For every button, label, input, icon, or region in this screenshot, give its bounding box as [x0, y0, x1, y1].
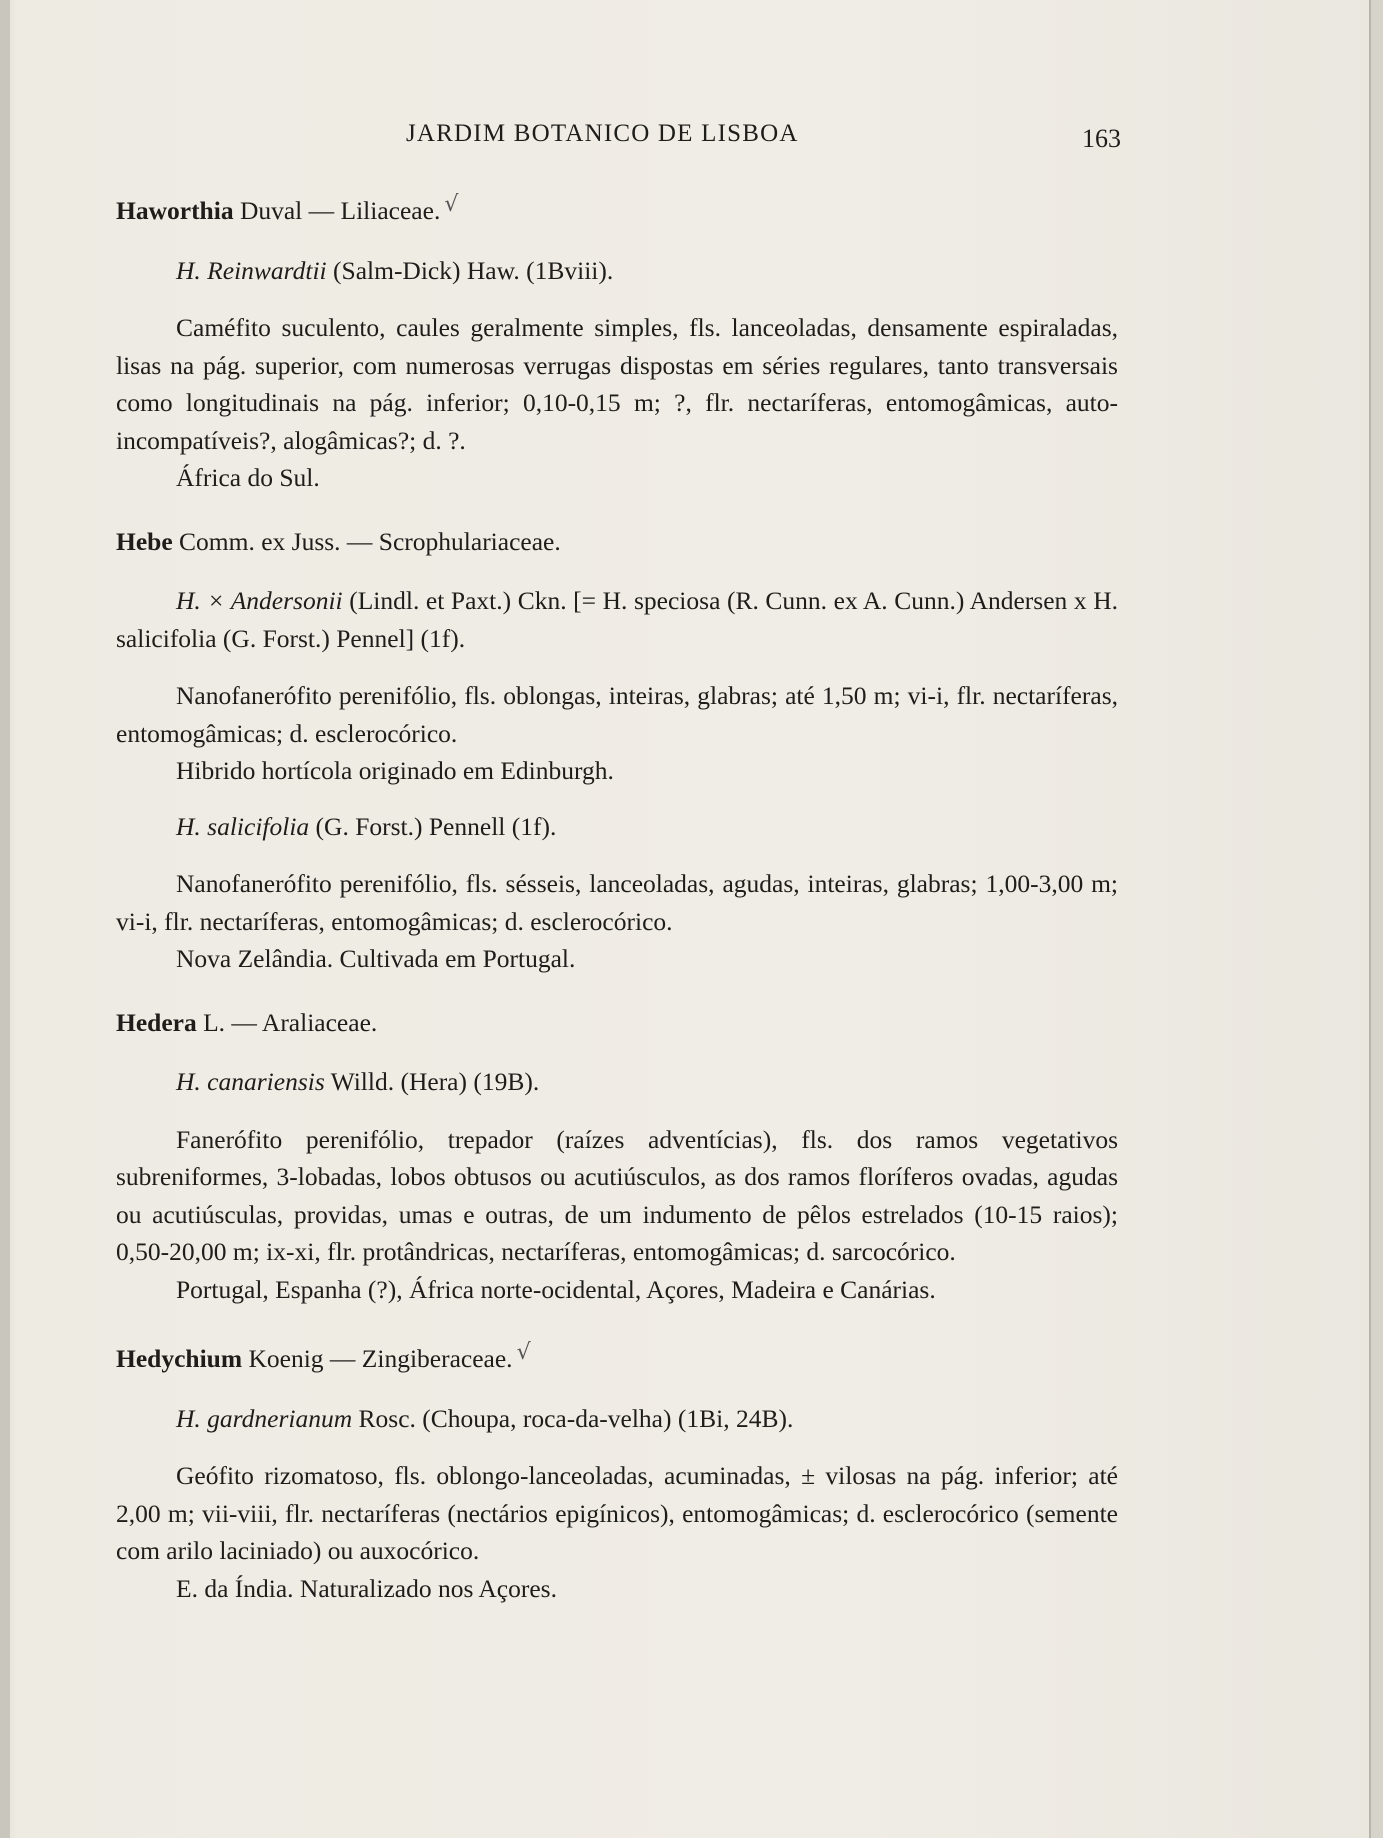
species-citation: (G. Forst.) Pennell (1f).: [309, 811, 557, 841]
genus-name: Haworthia: [116, 196, 234, 225]
species-entry: [116, 252, 1118, 497]
species-distribution: E. da Índia. Naturalizado nos Açores.: [176, 1573, 557, 1603]
species-genus-abbrev: H.: [176, 811, 201, 841]
genus-author-family: Comm. ex Juss. — Scrophulariaceae.: [172, 526, 561, 556]
genus-heading: [116, 186, 1118, 230]
genus-heading: [116, 1334, 1118, 1378]
species-heading: [176, 1400, 1118, 1438]
species-epithet: salicifolia: [200, 811, 310, 841]
running-header: [116, 120, 1121, 156]
species-entry: [116, 808, 1118, 978]
species-description: Fanerófito perenifólio, trepador (raízes adventícias), fls. dos ramos vegetativos subreniformes, 3-lobadas, lobos obtusos ou acutiúsculos, as dos ramos floríferos ovadas, agudas ou acutiúsculas, providas, umas e outras, de um indumento de pêlos estrelados (10-15 raios); 0,50-20,00 m; ix-xi, flr. protândricas, nectaríferas, entomogâmicas; d. sarcocórico.: [116, 1124, 1118, 1266]
species-entry: [116, 1400, 1118, 1608]
species-citation: (Lindl. et Paxt.) Ckn. [= H. speciosa (R. Cunn. ex A. Cunn.) Andersen x H. salicifolia (G. Forst.) Pennel] (1f).: [116, 586, 1118, 653]
genus-name: Hedychium: [116, 1344, 243, 1373]
check-mark-icon: √: [444, 192, 459, 217]
genus-author-family: Duval — Liliaceae.: [233, 196, 441, 225]
running-title: JARDIM BOTANICO DE LISBOA: [406, 120, 799, 147]
species-heading: [176, 808, 1118, 846]
species-genus-abbrev: H. ×: [176, 586, 231, 615]
genus-entry: [116, 1004, 1118, 1309]
species-genus-abbrev: H.: [176, 1403, 201, 1433]
genus-entry: [116, 186, 1118, 497]
genus-name: Hedera: [116, 1007, 197, 1037]
genus-name: Hebe: [116, 526, 173, 556]
species-heading: [116, 582, 1118, 657]
species-epithet: Andersonii: [230, 586, 343, 615]
species-genus-abbrev: H.: [176, 1067, 201, 1096]
species-entry: [116, 582, 1118, 790]
genus-author-family: Koenig — Zingiberaceae.: [242, 1344, 513, 1373]
species-distribution: Hibrido hortícola originado em Edinburgh.: [176, 756, 614, 785]
species-description: Nanofanerófito perenifólio, fls. sésseis, lanceoladas, agudas, inteiras, glabras; 1,00-3,00 m; vi-i, flr. nectaríferas, entomogâmicas; d. esclerocórico.: [116, 869, 1118, 936]
species-epithet: canariensis: [200, 1067, 325, 1096]
genus-heading: [116, 523, 1118, 561]
species-citation: (Salm-Dick) Haw. (1Bviii).: [326, 255, 614, 285]
check-mark-icon: √: [516, 1340, 531, 1365]
species-entry: [116, 1063, 1118, 1308]
species-distribution: Nova Zelândia. Cultivada em Portugal.: [176, 944, 576, 973]
species-epithet: gardnerianum: [200, 1403, 353, 1433]
page-body: [116, 186, 1118, 1633]
page-number: 163: [1082, 124, 1121, 153]
species-citation: Rosc. (Choupa, roca-da-velha) (1Bi, 24B).: [352, 1403, 794, 1433]
species-description: Nanofanerófito perenifólio, fls. oblongas, inteiras, glabras; até 1,50 m; vi-i, flr. nectaríferas, entomogâmicas; d. esclerocórico.: [116, 681, 1118, 748]
species-description: Caméfito suculento, caules geralmente simples, fls. lanceoladas, densamente espiraladas, lisas na pág. superior, com numerosas verrugas dispostas em séries regulares, tanto transversais como longitudinais na pág. inferior; 0,10-0,15 m; ?, flr. nectaríferas, entomogâmicas, auto-incompatíveis?, alogâmicas?; d. ?.: [116, 313, 1118, 455]
genus-heading: [116, 1004, 1118, 1042]
species-genus-abbrev: H.: [176, 255, 201, 285]
genus-author-family: L. — Araliaceae.: [196, 1007, 378, 1037]
species-description: Geófito rizomatoso, fls. oblongo-lanceoladas, acuminadas, ± vilosas na pág. inferior; até 2,00 m; vii-viii, flr. nectaríferas (nectários epigínicos), entomogâmicas; d. esclerocórico (semente com arilo laciniado) ou auxocórico.: [116, 1461, 1118, 1565]
genus-entry: [116, 1334, 1118, 1607]
species-distribution: África do Sul.: [176, 463, 320, 492]
species-distribution: Portugal, Espanha (?), África norte-ocidental, Açores, Madeira e Canárias.: [176, 1274, 936, 1304]
page-edge: [1369, 0, 1383, 1838]
genus-entry: [116, 523, 1118, 978]
species-heading: [176, 1063, 1118, 1101]
page-gutter-shadow: [0, 0, 10, 1838]
species-heading: [176, 252, 1118, 290]
species-epithet: Reinwardtii: [200, 255, 327, 285]
species-citation: Willd. (Hera) (19B).: [324, 1067, 540, 1096]
